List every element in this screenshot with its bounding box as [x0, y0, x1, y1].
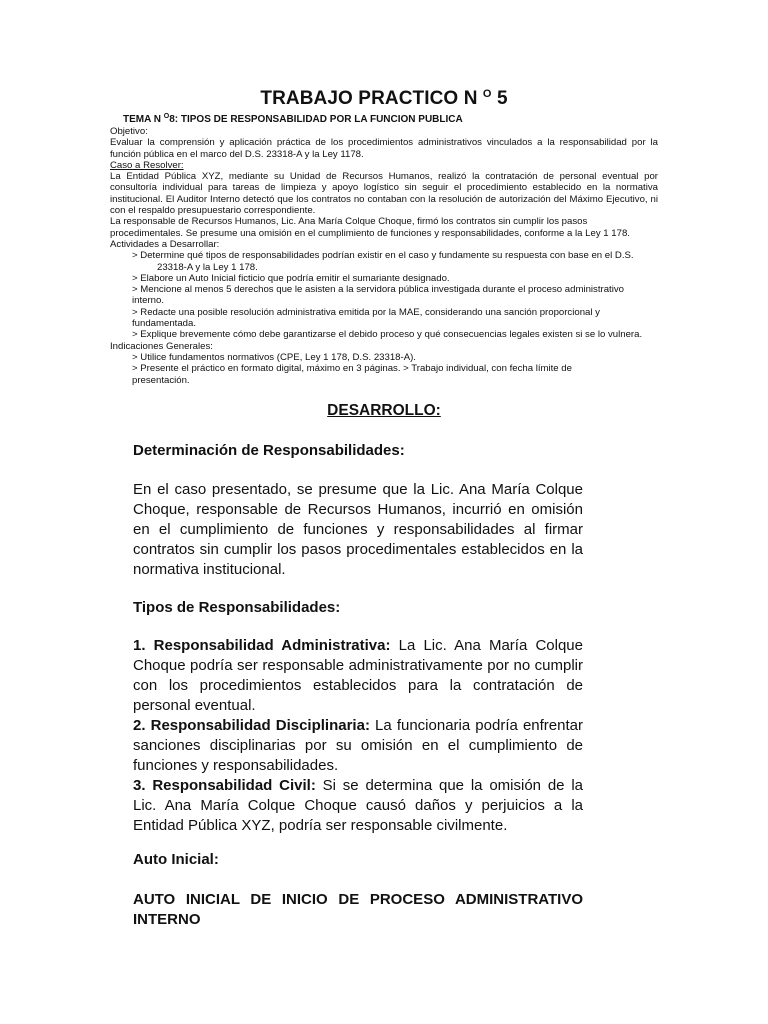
actividades-label: Actividades a Desarrollar: [110, 238, 220, 250]
actividad-5: > Explique brevemente cómo debe garantizarse el debido proceso y qué consecuencias legales existen si se lo vulnera. [132, 329, 643, 341]
caso-label: Caso a Resolver: [110, 159, 184, 171]
auto-inicial-title: AUTO INICIAL DE INICIO DE PROCESO ADMINISTRATIVO INTERNO [133, 891, 583, 928]
determinacion-heading [133, 441, 583, 461]
title-text: TRABAJO PRACTICO N [260, 88, 478, 109]
auto-inicial-heading-text: Auto Inicial: [133, 851, 219, 868]
indicaciones-label: Indicaciones Generales: [110, 340, 213, 352]
indicacion-2-line-2: presentación. [132, 374, 190, 386]
indicacion-1: > Utilice fundamentos normativos (CPE, Ley 1 178, D.S. 23318-A). [132, 351, 416, 363]
auto-inicial-heading [133, 850, 583, 870]
caso-paragraph-1: La Entidad Pública XYZ, mediante su Unidad de Recursos Humanos, realizó la contratación de personal eventual por consultoría individual para tareas de limpieza y apoyo logístico sin seguir el procedimiento establecido en la normativa institucional. El Auditor Interno detectó que los contratos no contaban con la resolución de autorización del Máximo Ejecutivo, ni con el respaldo presupuestario correspondiente. [110, 171, 658, 217]
tipos-heading-text: Tipos de Responsabilidades: [133, 599, 341, 616]
tema-superscript: O [163, 113, 170, 120]
responsabilidad-civil [133, 776, 583, 836]
actividad-4: > Redacte una posible resolución administrativa emitida por la MAE, considerando una sanción proporcional y fundamentada. [132, 306, 600, 330]
actividad-1-line-1: > Determine qué tipos de responsabilidades podrían existir en el caso y fundamente su respuesta con base en el D.S. [132, 250, 634, 262]
title-superscript: O [482, 88, 492, 100]
responsabilidad-2-label: 2. Responsabilidad Disciplinaria: [133, 717, 370, 734]
actividad-3: > Mencione al menos 5 derechos que le asisten a la servidora pública investigada durante el proceso administrativo interno. [132, 284, 624, 307]
objetivo-label: Objetivo: [110, 126, 148, 137]
tema-text: 8: TIPOS DE RESPONSABILIDAD POR LA FUNCION PUBLICA [169, 114, 463, 125]
instructions-block [110, 126, 658, 386]
responsabilidad-3-text: Si se determina que la omisión de la Lic. Ana María Colque Choque causó daños y perjuicios a la Entidad Pública XYZ, podría ser responsable civilmente. [133, 777, 583, 834]
responsabilidades-list [133, 636, 583, 836]
title-number: 5 [496, 88, 508, 109]
responsabilidad-disciplinaria [133, 716, 583, 776]
determinacion-heading-text: Determinación de Responsabilidades: [133, 442, 405, 459]
document-title [0, 88, 768, 110]
tema-prefix: TEMA N [123, 114, 161, 125]
determinacion-paragraph: En el caso presentado, se presume que la Lic. Ana María Colque Choque, responsable de Recursos Humanos, incurrió en omisión en el cumplimiento de funciones y responsabilidades al firmar contratos sin cumplir los pasos procedimentales establecidos en la normativa institucional. [133, 481, 583, 578]
desarrollo-heading: DESARROLLO: [327, 402, 441, 419]
indicacion-2-line-1: > Presente el práctico en formato digital, máximo en 3 páginas. > Trabajo individual, con fecha límite de [132, 363, 572, 375]
responsabilidad-2-text: La funcionaria podría enfrentar sanciones disciplinarias por su omisión en el cumplimiento de funciones y responsabilidades. [133, 717, 583, 774]
actividad-1-line-2: 23318-A y la Ley 1 178. [157, 261, 258, 273]
tema-heading [123, 113, 463, 125]
caso-paragraph-2-line-1: La responsable de Recursos Humanos, Lic. Ana María Colque Choque, firmó los contratos sin cumplir los pasos [110, 216, 588, 228]
actividad-2: > Elabore un Auto Inicial ficticio que podría emitir el sumariante designado. [132, 272, 450, 284]
responsabilidad-1-label: 1. Responsabilidad Administrativa: [133, 637, 391, 654]
caso-paragraph-2-line-2: procedimentales. Se presume una omisión en el cumplimiento de funciones y responsabilidades, conforme a la Ley 1 178. [110, 227, 630, 239]
objetivo-text: Evaluar la comprensión y aplicación práctica de los procedimientos administrativos vinculados a la responsabilidad por la función pública en el marco del D.S. 23318-A y la Ley 1178. [110, 137, 658, 160]
responsabilidad-3-label: 3. Responsabilidad Civil: [133, 777, 316, 794]
tipos-heading [133, 598, 583, 618]
responsabilidad-1-text: La Lic. Ana María Colque Choque podría ser responsable administrativamente por no cumplir con los procedimientos establecidos para la contratación de personal eventual. [133, 637, 583, 714]
responsabilidad-administrativa [133, 636, 583, 716]
